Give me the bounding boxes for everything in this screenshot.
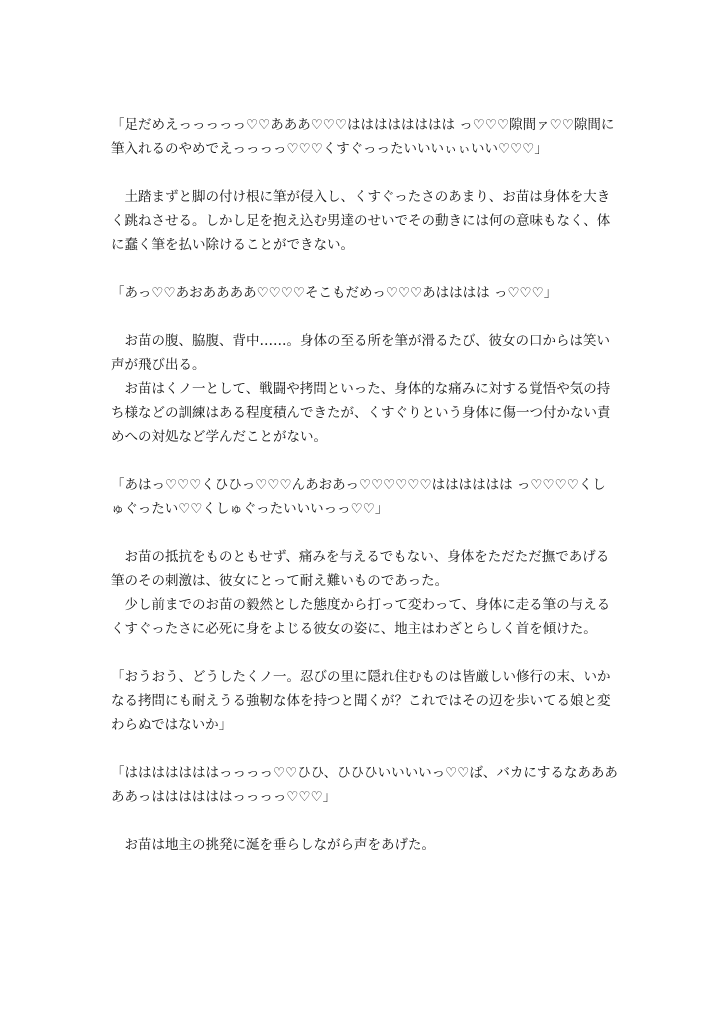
paragraph-gap bbox=[111, 257, 619, 281]
paragraph-gap bbox=[111, 449, 619, 473]
paragraph-8: 「はははははははっっっっ♡♡ひひ、ひひひいいいいっ♡♡ば、バカにするなあああああっははははははっっっっ♡♡♡」 bbox=[111, 765, 618, 805]
paragraph-7: 「おうおう、どうしたくノ一。忍びの里に隠れ住むものは皆厳しい修行の末、いかなる拷問にも耐えうる強靭な体を持つと聞くが？これではその辺を歩いてる娘と変わらぬではないか」 bbox=[111, 669, 611, 733]
paragraph-1: 「足だめえっっっっっ♡♡あああ♡♡♡はははははははは っ♡♡♡隙間ァ♡♡隙間に筆入れるのやめでえっっっっ♡♡♡くすぐっったいいいぃぃいい♡♡♡」 bbox=[111, 117, 615, 157]
paragraph-9: お苗は地主の挑発に涎を垂らしながら声をあげた。 bbox=[111, 837, 435, 853]
paragraph-gap bbox=[111, 809, 619, 833]
paragraph-gap bbox=[111, 305, 619, 329]
paragraph-gap bbox=[111, 641, 619, 665]
paragraph-5: 「あはっ♡♡♡くひひっ♡♡♡んあおあっ♡♡♡♡♡♡はははははは っ♡♡♡♡くしゅぐったい♡♡くしゅぐったいいいっっ♡♡」 bbox=[111, 477, 606, 517]
paragraph-6: お苗の抵抗をものともせず、痛みを与えるでもない、身体をただただ撫であげる筆のその刺激は、彼女にとって耐え難いものであった。 少し前までのお苗の毅然とした態度から打って変わって、身体に走る筆の与えるくすぐったさに必死に身をよじる彼女の姿に、地主はわざとらしく首を傾けた。 bbox=[111, 549, 611, 637]
paragraph-gap bbox=[111, 161, 619, 185]
paragraph-gap bbox=[111, 521, 619, 545]
paragraph-2: 土踏まずと脚の付け根に筆が侵入し、くすぐったさのあまり、お苗は身体を大きく跳ねさせる。しかし足を抱え込む男達のせいでその動きには何の意味もなく、体に蠢く筆を払い除けることができない。 bbox=[111, 189, 611, 253]
paragraph-4: お苗の腹、脇腹、背中……。身体の至る所を筆が滑るたび、彼女の口からは笑い声が飛び出る。 お苗はくノ一として、戦闘や拷問といった、身体的な痛みに対する覚悟や気の持ち様などの訓練はある程度積んできたが、くすぐりという身体に傷一つ付かない責めへの対処など学んだことがない。 bbox=[111, 333, 611, 445]
paragraph-3: 「あっ♡♡あおああああ♡♡♡♡そこもだめっ♡♡♡あはははは っ♡♡♡」 bbox=[111, 285, 558, 301]
body-text bbox=[111, 113, 619, 857]
paragraph-gap bbox=[111, 737, 619, 761]
